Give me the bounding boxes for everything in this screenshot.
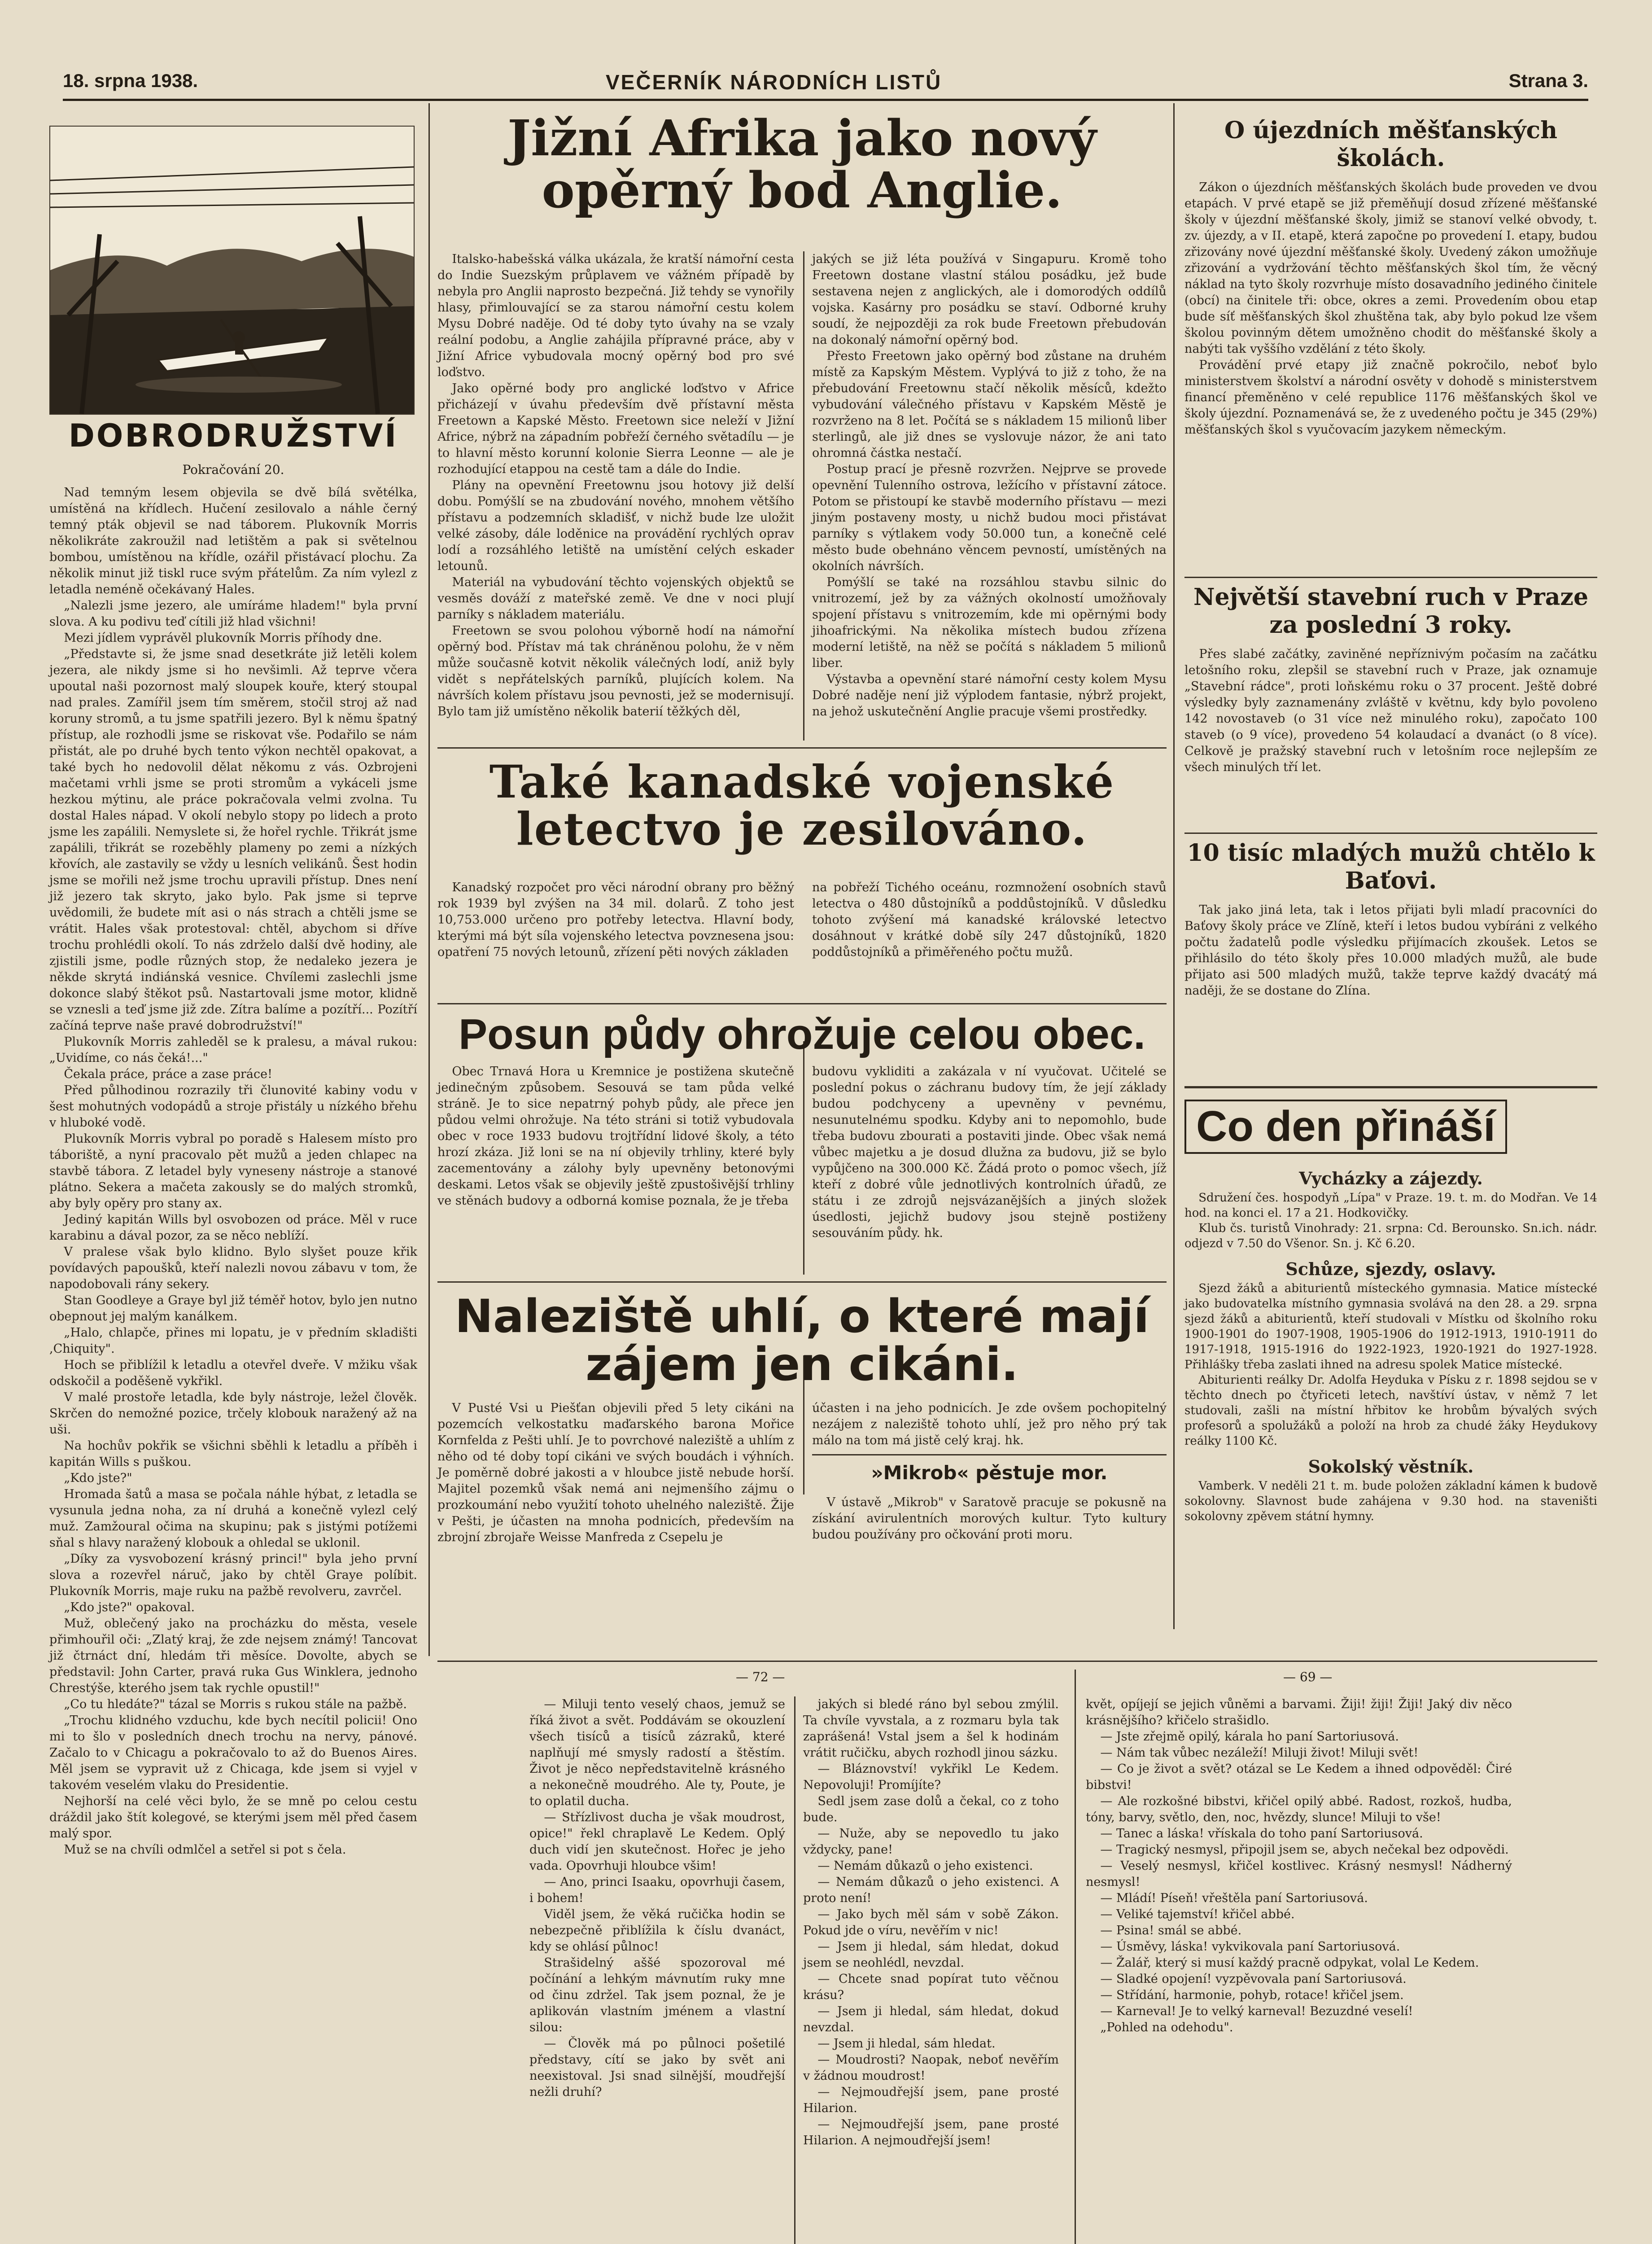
paragraph: Muž se na chvíli odmlčel a setřel si pot s čela. <box>64 1843 346 1857</box>
novel-left-column-1 <box>529 1696 785 2244</box>
mikrob-body <box>812 1495 1167 1544</box>
paragraph: V pralese však bylo klidno. Bylo slyšet pouze křik povídavých papoušků, kteří nalezli novou zábavu v tom, že napodobovali rány sekery. <box>49 1245 417 1291</box>
digest-section-heading: Vycházky a zájezdy. <box>1299 1168 1483 1188</box>
paragraph: — Psina! smál se abbé. <box>1100 1924 1242 1937</box>
paragraph: „Halo, chlapče, přines mi lopatu, je v předním skladišti ,Chiquity". <box>49 1326 417 1356</box>
paragraph: Výstavba a opevnění staré námořní cesty kolem Mysu Dobré naděje není již výplodem fantasie, nýbrž projekt, na jehož uskutečnění Anglie pracuje všemi prostředky. <box>812 672 1167 719</box>
paragraph: — Nejmoudřejší jsem, pane prosté Hilarion. A nejmoudřejší jsem! <box>803 2117 1059 2148</box>
paragraph: „Nalezli jsme jezero, ale umíráme hladem!" byla první slova. A ku podivu teď cítili již hlad všichni! <box>49 599 417 629</box>
coal-body-left <box>437 1400 794 1544</box>
paragraph: účasten i na jeho podnicích. Je zde ovšem pochopitelný nezájem z naleziště tohoto uhlí, jež pro něho prý tak málo na tom má jistě celý kraj. hk. <box>812 1401 1167 1447</box>
paragraph: Sedl jsem zase dolů a čekal, co z toho bude. <box>803 1794 1059 1824</box>
newspaper-title: VEČERNÍK NÁRODNÍCH LISTŮ <box>606 70 942 94</box>
paragraph: na pobřeží Tichého oceánu, rozmnožení osobních stavů letectva o 480 důstojníků a poddůstojníků. V důsledku tohoto zvýšení má kanadské královské letectvo dosáhnout v krátké době síly 247 důstojníků, 1820 poddůstojníků a přiměřeného počtu mužů. <box>812 881 1167 959</box>
paragraph: — Miluji tento veselý chaos, jemuž se říká život a svět. Poddávám se okouzlení všech tisíců a tisíců zázraků, které naplňují mé smysly radostí a štěstím. Život je něco nepředstavitelně krásného a nekonečně moudrého. Ale ty, Poute, je to oplatil ducha. <box>529 1697 785 1808</box>
paragraph: Plány na opevnění Freetownu jsou hotovy již delší dobu. Pomýšlí se na zbudování nového, mnohem většího přístavu a podzemních skladišť, v nichž bude lze uložit velké zásoby, dále loděnice na provádění rychlých oprav lodí a rozsáhlého letiště na umístění celých eskader letounů. <box>437 478 794 573</box>
paragraph: — Tragický nesmysl, připojil jsem se, abych nečekal bez odpovědi. <box>1100 1843 1509 1857</box>
paragraph: „Díky za vysvobození krásný princi!" byla jeho první slova a rozevřel náruč, jako by chtěl Graye políbit. Plukovník Morris, maje ruku na pažbě revolveru, zavrčel. <box>49 1552 417 1598</box>
paragraph: — Nemám důkazů o jeho existenci. <box>817 1859 1033 1873</box>
canoe-jungle-illustration <box>50 127 414 414</box>
section-divider <box>437 1281 1167 1283</box>
paragraph: — Sladké opojení! vyzpěvovala paní Sartoriusová. <box>1100 1972 1407 1986</box>
paragraph: květ, opíjejí se jejich vůněmi a barvami. Žiji! žiji! Žiji! Jaký div něco krásnějšího? křičelo strašidlo. <box>1086 1697 1512 1727</box>
paragraph: Hoch se přiblížil k letadlu a otevřel dveře. V mžiku však odskočil a poděšeně vykřikl. <box>49 1358 417 1388</box>
digest-section-heading: Schůze, sjezdy, oslavy. <box>1285 1259 1496 1279</box>
paragraph: — Jsem ji hledal, sám hledat, dokud jsem se neohlédl, nevzdal. <box>803 1940 1059 1970</box>
paragraph: — Bláznovství! vykřikl Le Kedem. Nepovoluji! Promíjíte? <box>803 1762 1059 1792</box>
paragraph: jakých se již léta používá v Singapuru. Kromě toho Freetown dostane vlastní stálou posádku, jež bude sestavena nejen z anglických, ale i domorodých oddílů vojska. Kasárny pro posádku se staví. Odborné kruhy soudí, že nejpozději za rok bude Freetown přebudován na dokonalý námořní opěrný bod. <box>812 252 1167 347</box>
paragraph: Viděl jsem, že věká ručička hodin se nebezpečně přiblížila k číslu dvanáct, kdy se ohlásí půlnoc! <box>529 1907 785 1954</box>
paragraph: — Chcete snad popírat tuto věčnou krásu? <box>803 1972 1059 2002</box>
paragraph: Postup prací je přesně rozvržen. Nejprve se provede opevnění Tulenního ostrova, ležícího v přístavní zátoce. Potom se přistoupí ke stavbě moderního přístavu — mezi jiným postaveny mosty, u nichž budou moci přistávat parníky s výtlakem vody 50.000 tun, a konečně celé město bude obehnáno věncem pevností, umístěných na okolních návrších. <box>812 462 1167 573</box>
coal-body-right <box>812 1400 1167 1450</box>
serial-title: DOBRODRUŽSTVÍ <box>68 417 398 454</box>
paragraph: Zákon o újezdních měšťanských školách bude proveden ve dvou etapách. V prvé etapě se již přeměňují dosud zřízené měšťanské školy v újezdní měšťanské školy, jimiž se stanoví velké obvody, t. zv. újezdy, a v II. etapě, která započne po provedení I. etapy, budou zřizovány nové újezdní měšťanské školy. Uvedený zákon umožňuje zřizování a vydržování těchto měšťanských škol tím, že věcný náklad na tyto školy rozvrhuje místo dosavadního jediného činitele (obcí) na činitele tři: obce, okres a zemi. Provedením obou etap bude síť měšťanských škol zhuštěna tak, aby bylo pokud lze všem školou povinným dětem umožněno chodit do měšťanské školy a nabýti tak vyššího vzdělání z této školy. <box>1184 180 1597 356</box>
schools-body <box>1184 180 1597 565</box>
section-divider <box>1184 1086 1597 1088</box>
paragraph: V Pusté Vsi u Piešťan objevili před 5 lety cikáni na pozemcích velkostatku maďarského barona Mořice Kornfelda z Pešti uhlí. Je to povrchové naleziště a uhlím z něho od té doby topí cikáni ve svých boudách i výhních. Je poměrně dobré jakosti a v hloubce jistě nebude horší. Majitel pozemků však nemá ani nejmenšího zájmu o prozkoumání nebo využití tohoto uhelného naleziště. Žije v Pešti, je účasten na mnoha podnicích, především na zbrojní zbrojaře Weisse Manfreda z Csepelu je <box>437 1401 794 1544</box>
paragraph: Provádění prvé etapy již značně pokročilo, neboť bylo ministerstvem školství a národní osvěty v dohodě s ministerstvem financí přeměněno v celé republice 1176 měšťanských škol ve školy újezdní. Poznamenává se, že z uvedeného počtu je 345 (29%) měšťanských škol s vyučovacím jazykem německým. <box>1184 358 1597 437</box>
digest-item: Sjezd žáků a abiturientů místeckého gymnasia. Matice místecké jako budovatelka místního gymnasia svolává na den 28. a 29. srpna sjezd žáků a abiturientů, kteří studovali v Místku od školního roku 1900-1901 do 1907-1908, 1905-1906 do 1912-1913, 1910-1911 do 1917-1918, 1915-1916 do 1922-1923, 1920-1921 do 1927-1928. Přihlášky třeba zaslati ihned na adresu spolek Matice místecké. <box>1184 1282 1597 1372</box>
paragraph: Nejhorší na celé věci bylo, že se mně po celou cestu dráždil jako štít kolegové, se kterými jsem měl před časem malý spor. <box>49 1794 417 1841</box>
paragraph: — Střízlivost ducha je však moudrost, opice!" řekl chraplavě Le Kedem. Oplý duch vidí jen skutečnost. Hořec je jeho vada. Opovrhuji hloubce všim! <box>529 1810 785 1873</box>
bata-body <box>1184 902 1597 1077</box>
paragraph: V malé prostoře letadla, kde byly nástroje, ležel člověk. Skrčen do nemožné pozice, trčely klobouk naražený až na uši. <box>49 1390 417 1437</box>
section-divider <box>812 1454 1167 1455</box>
paragraph: — Karneval! Je to velký karneval! Bezuzdné veselí! <box>1100 2004 1413 2018</box>
issue-date: 18. srpna 1938. <box>63 70 198 91</box>
digest-item: Klub čs. turistů Vinohrady: 21. srpna: Cd. Berounsko. Sn.ich. nádr. odjezd v 7.50 do Všenor. Sn. j. Kč 6.20. <box>1184 1222 1597 1250</box>
paragraph: Pomýšlí se také na rozsáhlou stavbu silnic do vnitrozemí, jež by za vážných okolností umožňovaly spojení přístavu s vnitrozemím, kde mi opěrnými body jihoafrickými. Na několika místech budou zřízena moderní letiště, na něž se počítá s nákladem 5 milionů liber. <box>812 575 1167 670</box>
paragraph: — Nám tak vůbec nezáleží! Miluji život! Miluji svět! <box>1100 1746 1419 1760</box>
bata-headline: 10 tisíc mladých mužů chtělo k Baťovi. <box>1187 839 1595 894</box>
column-divider <box>1075 1670 1076 2244</box>
column-divider <box>428 103 430 1656</box>
paragraph: „Co tu hledáte?" tázal se Morris s rukou stále na pažbě. <box>64 1697 407 1711</box>
mikrob-headline: »Mikrob« pěstuje mor. <box>871 1462 1108 1484</box>
digest-section-heading: Sokolský věstník. <box>1308 1456 1474 1477</box>
serial-body <box>49 485 417 2244</box>
paragraph: Před půlhodinou rozrazily tři člunovité kabiny vodu v šest mohutných vodopádů a stroje přistály u nízkého břehu v hluboké vodě. <box>49 1083 417 1130</box>
paragraph: — Nejmoudřejší jsem, pane prosté Hilarion. <box>803 2085 1059 2115</box>
soil-body-left <box>437 1064 794 1275</box>
column-divider <box>803 251 804 741</box>
paragraph: — Ale rozkošné bibstvi, křičel opilý abbé. Radost, rozkoš, hudba, tóny, barvy, světlo, den, noc, hvězdy, slunce! Miluji to vše! <box>1086 1794 1512 1824</box>
paragraph: V ústavě „Mikrob" v Saratově pracuje se pokusně na získání avirulentních morových kultur. Tyto kultury budou používány pro očkování proti moru. <box>812 1495 1167 1542</box>
digest-item: Vamberk. V neděli 21 t. m. bude položen základní kámen k budově sokolovny. Slavnost bude zahájena v 9.30 hod. na staveništi sokolovny zpěvem státní hymny. <box>1184 1479 1597 1523</box>
daily-digest-body <box>1184 1167 1597 1629</box>
paragraph: — Nuže, aby se nepovedlo tu jako vždycky, pane! <box>803 1827 1059 1857</box>
paragraph: Muž, oblečený jako na procházku do města, vesele přimhouřil oči: „Zlatý kraj, že zde nejsem známý! Tancovat již čtrnáct dní, hledám tři měsíce. Dovolte, abych se představil: John Carter, pravá ruka Gus Winklera, jednoho Chrestýše, kterého jsem tak rychle opustil!" <box>49 1617 417 1695</box>
paragraph: „Kdo jste?" <box>64 1471 132 1485</box>
section-divider <box>437 747 1167 749</box>
paragraph: Italsko-habešská válka ukázala, že kratší námořní cesta do Indie Suezským průplavem ve vážném případě by nebyla pro Anglii naprosto bezpečná. Již tehdy se vynořily hlasy, přimlouvající se za starou námořní cestu kolem Mysu Dobré naděje. Od té doby tyto úvahy na se vzaly reální podobu, a Anglie zahájila přípravné práce, aby v Jižní Africe vybudovala mocný opěrný bod pro své loďstvo. <box>437 252 794 379</box>
schools-headline: O újezdních měšťanských školách. <box>1224 117 1557 172</box>
paragraph: — Veselý nesmysl, křičel kostlivec. Krásný nesmysl! Nádherný nesmysl! <box>1086 1859 1512 1889</box>
paragraph: — Jako bych měl sám v sobě Zákon. Pokud jde o víru, nevěřím v nic! <box>803 1907 1059 1937</box>
masthead <box>63 67 1588 101</box>
paragraph: — Nemám důkazů o jeho existenci. A proto není! <box>803 1875 1059 1905</box>
paragraph: — Veliké tajemství! křičel abbé. <box>1100 1907 1295 1921</box>
paragraph: budovu vykliditi a zakázala v ní vyučovat. Učitelé se poslední pokus o záchranu budovy tím, že její základy budou podchyceny a upevněny v pevnému, nesunutelnému spodku. Kdyby ani to nepomohlo, bude třeba budovu zbourati a postaviti jinde. Obec však nemá vůbec majetku a je dosud dlužna za budovu, již se bylo vypůjčeno na 300.000 Kč. Žádá proto o pomoc všech, jíž kteří z dobré vůle jednotlivých kontrolních úřadů, ze státu i ze zdrojů nejsvázanějších a jiných složek úsedlosti, jejichž budovy jsou stejně postiženy sesouváním půdy. hk. <box>812 1065 1167 1240</box>
africa-body-left <box>437 251 794 741</box>
paragraph: „Představte si, že jsme snad desetkráte již letěli kolem jezera, ale nikdy jsme si ho nevšimli. Až teprve včera upoutal naši pozornost malý sloupek kouře, který stoupal nad prales. Zamířil jsem tím směrem, stočil stroj až nad koruny stromů, a tu jsme spatřili jezero. Byl k němu špatný přístup, ale rozhodli jsme se riskovat vše. Podařilo se nám přistát, ale po druhé bych tento výkon nechtěl opakovat, a také bych ho nedovolil dělat někomu z vás. Ozbrojeni mačetami vrhli jsme se proti stromům a vykáceli jsme hezkou mýtinu, ale práce pokračovala velmi zvolna. Tu dostal Hales nápad. V okolí nebylo stopy po lidech a proto jsme les zapálili. Nemyslete si, že hořel rychle. Třikrát jsme zapálili, třikrát se rozeběhly plameny po zemi a nízkých křovích, ale zastavily se vždy u lesních velikánů. Šest hodin jsme se mořili než jsme trochu upravili přístup. Dnes není již jezero tak skryto, jako bylo. Pak jsme si teprve uvědomili, že budete mít asi o nás strach a chtěli jsme se vrátit. Hales však protestoval: chtěl, abychom si dříve trochu prohlédli okolí. To nás zdrželo další dvě hodiny, ale zjistili jsme, podle různých stop, že nedaleko jezera je někde skrytá indiánská vesnice. Chvílemi zaslechli jsme dokonce slabý štěkot psů. Nastartovali jsme motor, klidně se vznesli a teď jsme již zde. Zítra balíme a pozítří... Pozítří začíná teprve naše pravé dobrodružství!" <box>49 647 417 1033</box>
paragraph: — Ano, princi Isaaku, opovrhuji časem, i bohem! <box>529 1875 785 1905</box>
paragraph: Přesto Freetown jako opěrný bod zůstane na druhém místě za Kapským Městem. Vyplývá to již z toho, že na přebudování Freetownu stačí několik měsíců, kdežto vybudování válečného přístavu v Kapském Městě je rozvrženo na 8 let. Počítá se s nákladem 15 milionů liber sterlingů, ale již dnes se vyslovuje názor, že ani tato ohromná částka nestačí. <box>812 349 1167 460</box>
soil-headline: Posun půdy ohrožuje celou obec. <box>459 1010 1145 1058</box>
column-divider <box>803 1041 804 1275</box>
paragraph: — Tanec a láska! vřískala do toho paní Sartoriusová. <box>1100 1827 1423 1841</box>
canada-body-right <box>812 880 1167 996</box>
novel-page-number-left: — 72 — <box>736 1670 785 1684</box>
paragraph: Na hochův pokřik se všichni sběhli k letadlu a příběh i kapitán Wills s puškou. <box>49 1439 417 1469</box>
paragraph: Jediný kapitán Wills byl osvobozen od práce. Měl v ruce karabinu a dával pozor, za se něco neblíží. <box>49 1213 417 1243</box>
section-divider <box>1184 577 1597 578</box>
novel-page-number-right: — 69 — <box>1283 1670 1333 1684</box>
coal-headline: Naleziště uhlí, o které mají zájem jen cikáni. <box>455 1290 1149 1392</box>
canada-headline: Také kanadské vojenské letectvo je zesilováno. <box>489 755 1115 855</box>
paragraph: — Úsměvy, láska! vykvikovala paní Sartoriusová. <box>1100 1940 1400 1954</box>
africa-body-right <box>812 251 1167 741</box>
digest-item: Sdružení čes. hospodyň „Lípa" v Praze. 19. t. m. do Modřan. Ve 14 hod. na konci el. 17 a 21. Hodkovičky. <box>1184 1191 1597 1220</box>
paragraph: — Jsem ji hledal, sám hledat, dokud nevzdal. <box>803 2004 1059 2034</box>
paragraph: Tak jako jiná leta, tak i letos přijati byli mladí pracovníci do Baťovy školy práce ve Zlíně, kteří i letos budou vybíráni z velkého počtu žadatelů podle výsledku přijímacích zkoušek. Letos se přihlásilo do této školy přes 10.000 mladých mužů, ale bude přijato asi 500 mladých mužů, takže teprve každý dvacátý má naději, že se dostane do Zlína. <box>1184 903 1597 998</box>
paragraph: Hromada šatů a masa se počala náhle hýbat, z letadla se vysunula jedna noha, za ní druhá a konečně vylezl celý muž. Zamžoural očima na skupinu; pak s jistými potížemi sňal s hlavy naražený klobouk a ohledal se uklonil. <box>49 1487 417 1550</box>
daily-digest-title: Co den přináší <box>1184 1100 1507 1154</box>
serial-illustration <box>49 126 415 415</box>
novel-right-column <box>1086 1696 1512 2244</box>
daily-digest-header <box>1184 1100 1597 1158</box>
section-divider <box>437 1661 1597 1662</box>
novel-left-column-2 <box>803 1696 1059 2244</box>
paragraph: Plukovník Morris zahleděl se k pralesu, a mával rukou: „Uvidíme, co nás čeká!..." <box>49 1035 417 1065</box>
paragraph: Materiál na vybudování těchto vojenských objektů se vesměs dováží z mateřské země. Ve dne v noci plují parníky s nákladem materiálu. <box>437 575 794 622</box>
paragraph: Stan Goodleye a Graye byl již téměř hotov, bylo jen nutno obepnout jej malým kanálkem. <box>49 1293 417 1324</box>
canada-body-left <box>437 880 794 996</box>
digest-item: Abiturienti reálky Dr. Adolfa Heyduka v Písku z r. 1898 sejdou se v těchto dnech po čtyřiceti letech, navštíví ústav, v němž 7 let studovali, zašli na místní hřbitov ke hrobům bývalých svých profesorů a spolužáků a položí na hrob za chudé žáky Heydukovy reálky 1100 Kč. <box>1184 1373 1597 1448</box>
section-divider <box>1184 833 1597 834</box>
paragraph: — Mládí! Píseň! vřeštěla paní Sartoriusová. <box>1100 1891 1368 1905</box>
paragraph: — Žalář, který si musí každý pracně odpykat, volal Le Kedem. <box>1100 1956 1479 1970</box>
paragraph: Freetown se svou polohou výborně hodí na námořní opěrný bod. Přístav má tak chráněnou polohu, že v něm může současně kotvit několik válečných lodí, aniž byly vidět s nepřátelských parníků, plujících kolem. Na návrších kolem přístavu jsou pevnosti, jež se modernisují. Bylo tam již umístěno několik baterií těžkých děl, <box>437 624 794 719</box>
building-headline: Největší stavební ruch v Praze za poslední 3 roky. <box>1193 583 1589 639</box>
paragraph: — Jste zřejmě opilý, kárala ho paní Sartoriusová. <box>1100 1730 1399 1744</box>
paragraph: — Moudrosti? Naopak, neboť nevěřím v žádnou moudrost! <box>803 2053 1059 2083</box>
paragraph: Strašidelný aššé spozoroval mé počínání a lehkým mávnutím ruky mne od činu zdržel. Tak jsem poznal, že je aplikován vlastním jménem a vlastní silou: <box>529 1956 785 2034</box>
serial-continuation: Pokračování 20. <box>182 462 284 477</box>
soil-body-right <box>812 1064 1167 1275</box>
section-divider <box>437 1003 1167 1004</box>
page-number: Strana 3. <box>1508 70 1588 91</box>
paragraph: Čekala práce, práce a zase práce! <box>64 1067 272 1081</box>
paragraph: — Střídání, harmonie, pohyb, rotace! křičel jsem. <box>1100 1988 1404 2002</box>
paragraph: „Kdo jste?" opakoval. <box>64 1600 195 1614</box>
column-divider <box>1173 103 1175 1629</box>
column-divider <box>794 1696 795 2244</box>
paragraph: Kanadský rozpočet pro věci národní obrany pro běžný rok 1939 byl zvýšen na 34 mil. dolarů. Z toho jest 10,753.000 určeno pro potřeby letectva. Hlavní body, kterými má být síla vojenského letectva povznesena jsou: opatření 75 nových letounů, zřízení pěti nových základen <box>437 881 794 959</box>
paragraph: Nad temným lesem objevila se dvě bílá světélka, umístěná na křídlech. Hučení zesilovalo a náhle černý temný pták objevil se nad táborem. Plukovník Morris několikráte zakroužil nad letištěm a pak si světelnou bombou, umístěnou na křídle, ozářil přistávací plochu. Za několik minut již tiskl ruce svým přátelům. Za ním vylezl z letadla neméně očekávaný Hales. <box>49 486 417 596</box>
africa-headline: Jižní Afrika jako nový opěrný bod Anglie. <box>507 109 1097 219</box>
paragraph: Plukovník Morris vybral po poradě s Halesem místo pro táboriště, a nyní pracovalo pět mužů a jeden chlapec na stavbě tábora. Z letadel byly vyneseny nástroje a stanové plátno. Sekera a mačeta zakously se do malých stromků, aby byly opěry pro stany ax. <box>49 1132 417 1210</box>
paragraph: Jako opěrné body pro anglické loďstvo v Africe přicházejí v úvahu především dvě přístavní města Freetown a Kapské Město. Freetown sice neleží v Jižní Africe, nýbrž na západním pobřeží černého světadílu — je to hlavní město korunní kolonie Sierra Leonne — ale je rozhodující etappou na cestě tam a dále do Indie. <box>437 381 794 476</box>
paragraph: „Pohled na odehodu". <box>1100 2020 1233 2034</box>
paragraph: — Člověk má po půlnoci pošetilé představy, cítí se jako by svět ani neexistoval. Jsi snad silnější, moudřejší nežli druhí? <box>529 2037 785 2099</box>
paragraph: — Jsem ji hledal, sám hledat. <box>817 2037 996 2051</box>
paragraph: Mezi jídlem vyprávěl plukovník Morris příhody dne. <box>64 631 382 645</box>
paragraph: Obec Trnavá Hora u Kremnice je postižena skutečně jedinečným způsobem. Sesouvá se tam půda velké stráně. Je to sice nepatrný pohyb půdy, ale přece jen půdou velmi ohrožuje. Na této stráni si totiž vybudovala obec v roce 1933 budovu trojtřídní lidové školy, a této hrozí zkáza. Již loni se na ní objevily trhliny, které byly zacementovány a zálohy byly upevněny betonovými deskami. Letos však se objevily ještě zpustošivější trhliny ve stěnách budovy a odborná komise poznala, že je třeba <box>437 1065 794 1208</box>
paragraph: — Co je život a svět? otázal se Le Kedem a ihned odpověděl: Čiré bibstvi! <box>1086 1762 1512 1792</box>
paragraph: „Trochu klidného vzduchu, kde bych necítil policii! Ono mi to šlo v posledních dnech trochu na nervy, pánové. Začalo to v Chicagu a pokračovalo to až do Buenos Aires. Měl jsem se vypravit už z Chicaga, kde jsem si vyjel v takovém veselém vlaku do Presidentie. <box>49 1714 417 1792</box>
paragraph: Přes slabé začátky, zaviněné nepříznivým počasím na začátku letošního roku, zlepšil se stavební ruch v Praze, jak oznamuje „Stavební rádce", proti loňskému roku o 37 procent. Ještě dobré výsledky byly zaznamenány zvláště v květnu, kdy bylo povoleno 142 novostaveb (o 31 více než minulého roku), započato 100 staveb (o 9 více), provedeno 54 kolaudací a dvanáct (o 8 více). Celkově je pražský stavební ruch v letošním roce nejlepším ze všech minulých tří let. <box>1184 647 1597 774</box>
paragraph: jakých si bledé ráno byl sebou zmýlil. Ta chvíle vyvstala, a z rozmaru byla tak zaprášená! Vstal jsem a šel k hodinám vrátit ručičku, abych rozhodl jinou sázku. <box>803 1697 1059 1760</box>
building-body <box>1184 646 1597 826</box>
